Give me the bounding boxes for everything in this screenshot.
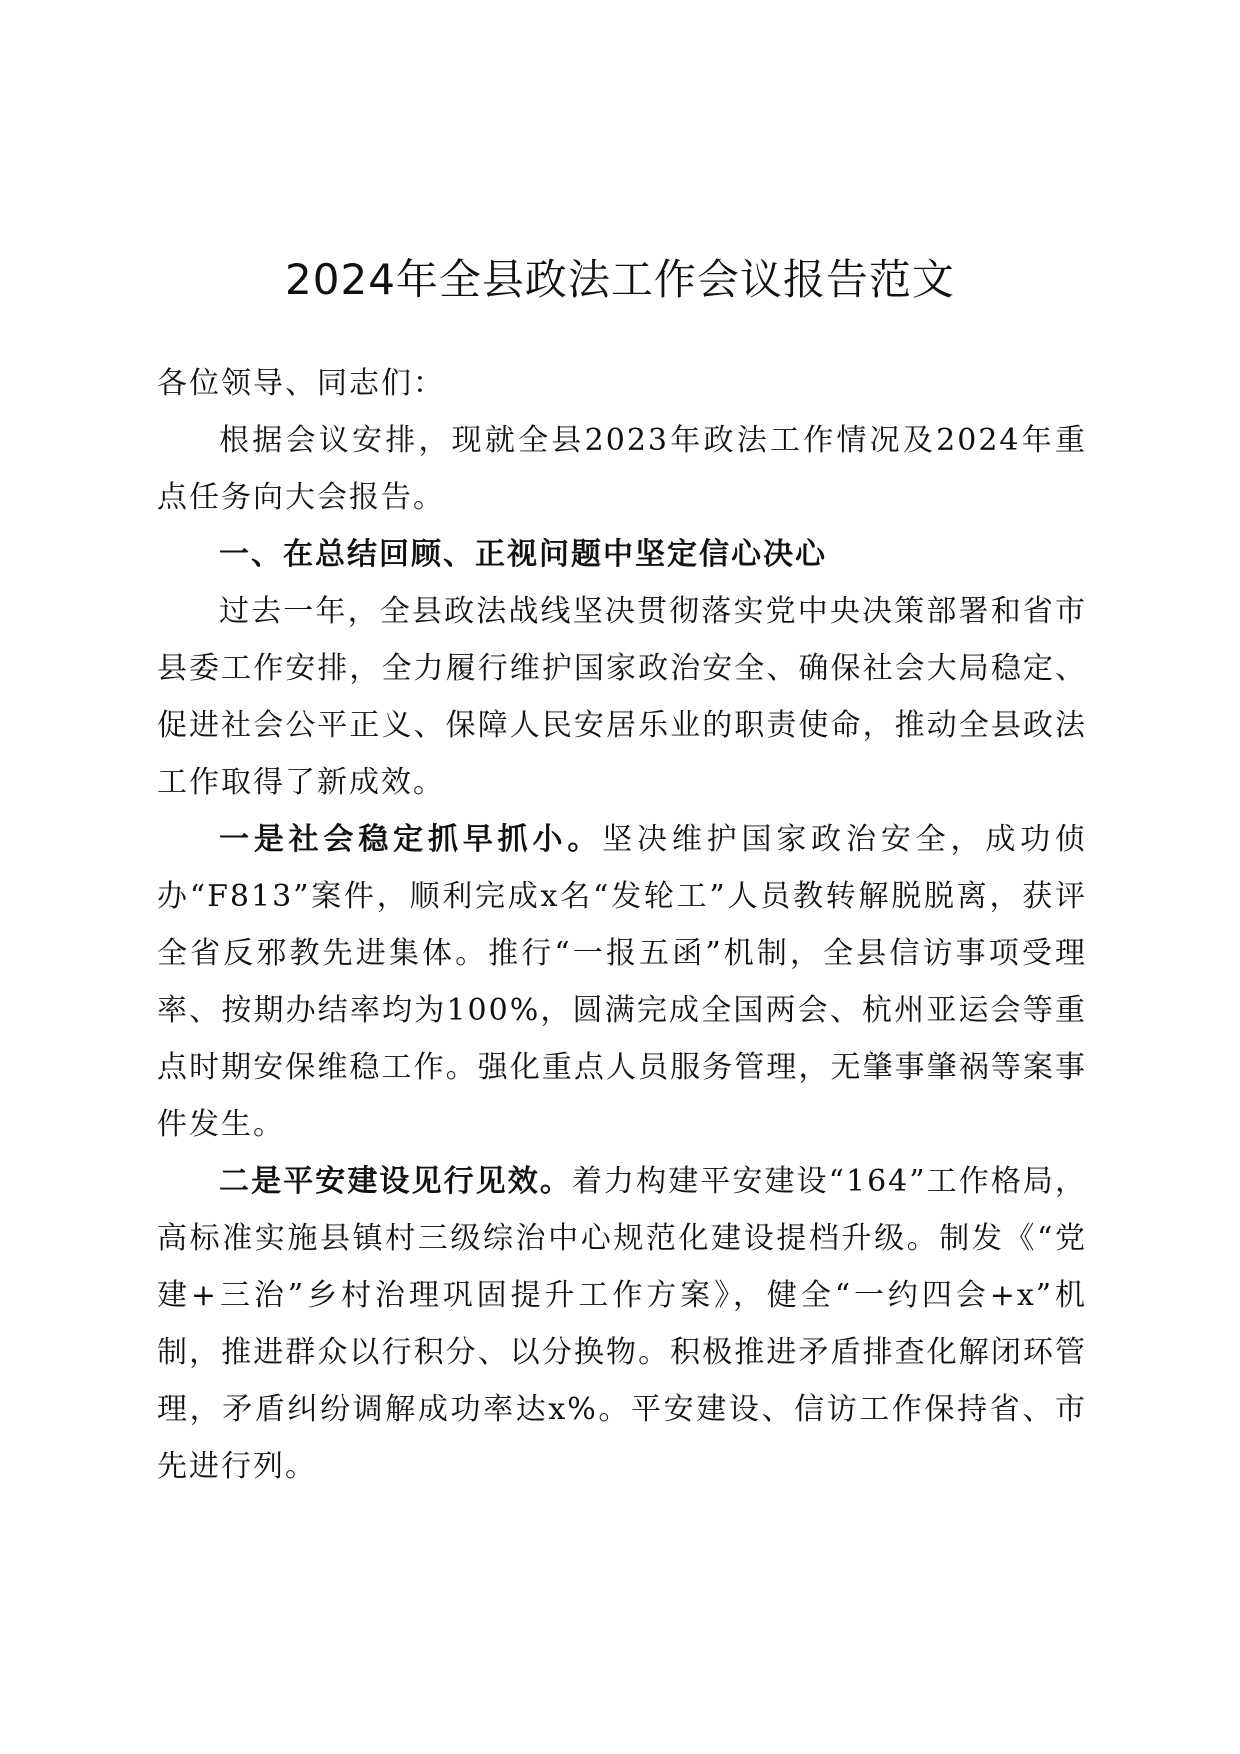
section-paragraph: 过去一年，全县政法战线坚决贯彻落实党中央决策部署和省市县委工作安排，全力履行维护国家政治安全、确保社会大局稳定、促进社会公平正义、保障人民安居乐业的职责使命，推动全县政法工作取得了新成效。 — [157, 594, 1087, 800]
point-lead-1: 一是社会稳定抓早抓小。 — [219, 822, 603, 857]
salutation: 各位领导、同志们： — [157, 366, 445, 401]
point-text-2: 着力构建平安建设“164”工作格局，高标准实施县镇村三级综治中心规范化建设提档升级。制发《“党建+三治”乡村治理巩固提升工作方案》，健全“一约四会+x”机制，推进群众以行积分、以分换物。积极推进矛盾排查化解闭环管理，矛盾纠纷调解成功率达x%。平安建设、信访工作保持省、市先进行列。 — [157, 1164, 1088, 1484]
document-body — [157, 355, 1087, 1495]
point-paragraph-2 — [157, 1153, 1087, 1495]
point-lead-2: 二是平安建设见行见效。 — [219, 1164, 572, 1199]
point-paragraph-1 — [157, 811, 1087, 1153]
section-heading: 一、在总结回顾、正视问题中坚定信心决心 — [219, 537, 827, 572]
document-title: 2024年全县政法工作会议报告范文 — [285, 255, 955, 304]
intro-paragraph: 根据会议安排，现就全县2023年政法工作情况及2024年重点任务向大会报告。 — [157, 423, 1087, 515]
point-text-1: 坚决维护国家政治安全，成功侦办“F813”案件，顺利完成x名“发轮工”人员教转解脱脱离，获评全省反邪教先进集体。推行“一报五函”机制，全县信访事项受理率、按期办结率均为100%，圆满完成全国两会、杭州亚运会等重点时期安保维稳工作。强化重点人员服务管理，无肇事肇祸等案事件发生。 — [157, 822, 1088, 1142]
